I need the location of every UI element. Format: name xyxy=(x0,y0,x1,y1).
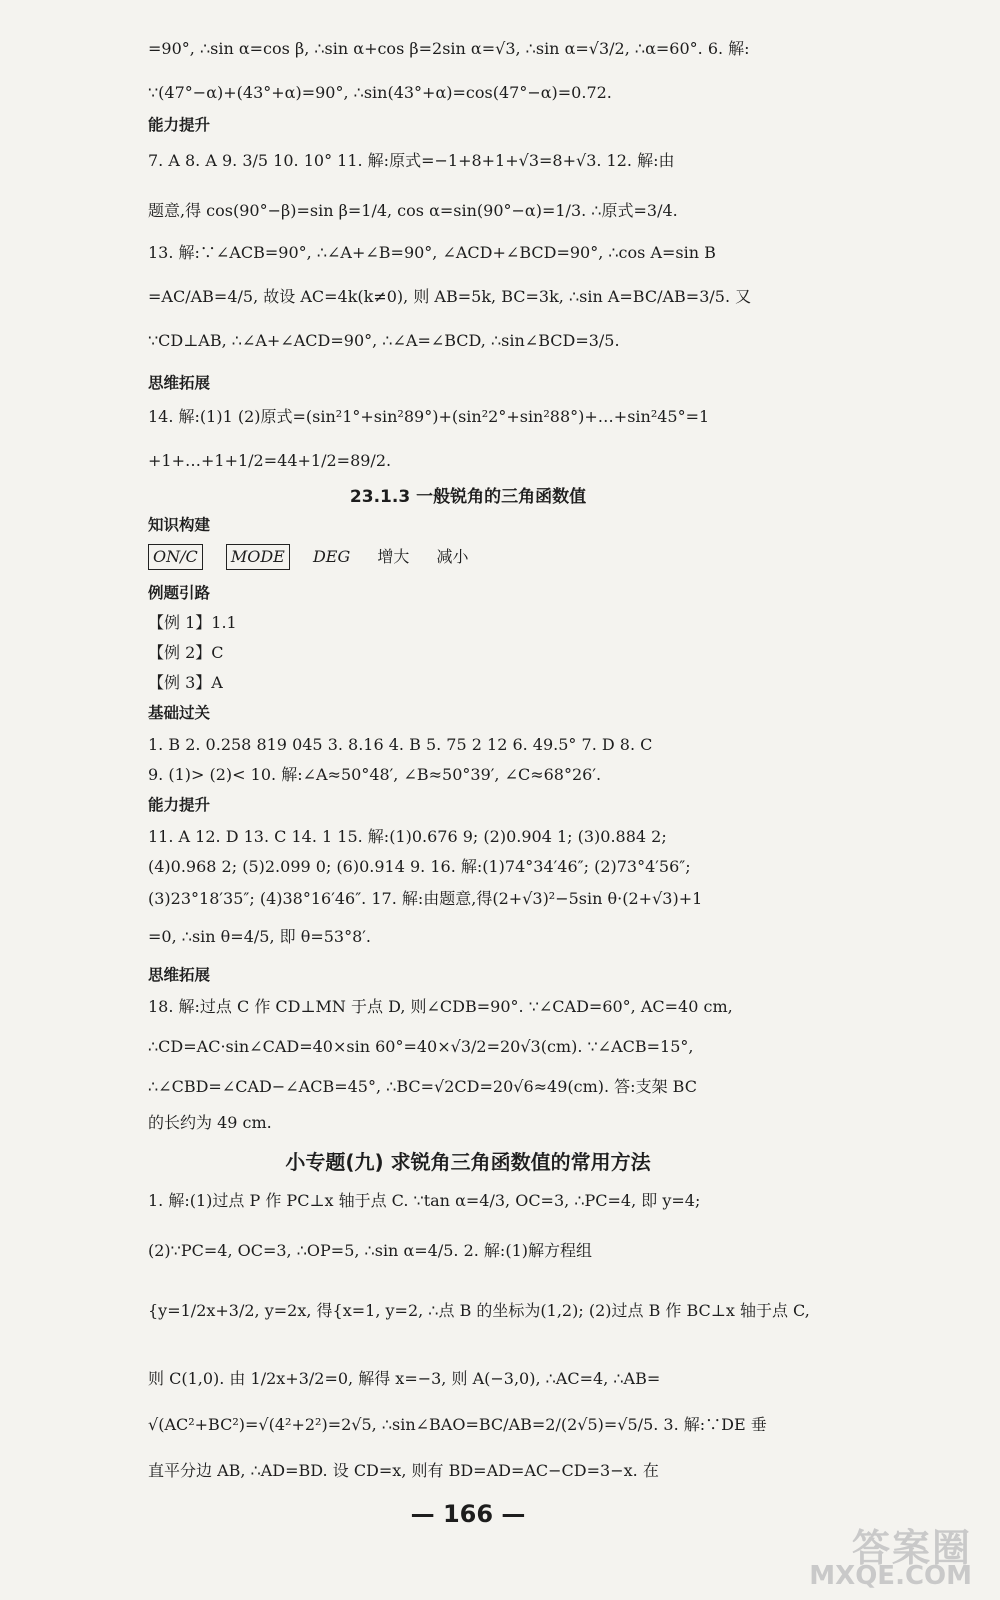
text-line: ∵CD⊥AB, ∴∠A+∠ACD=90°, ∴∠A=∠BCD, ∴sin∠BCD=3/5. xyxy=(148,331,620,350)
section-heading: 例题引路 xyxy=(148,584,211,602)
text-line: (2)∵PC=4, OC=3, ∴OP=5, ∴sin α=4/5. 2. 解:(1)解方程组 xyxy=(148,1241,592,1260)
text-line: +1+…+1+1/2=44+1/2=89/2. xyxy=(148,451,392,470)
section-heading: 思维拓展 xyxy=(148,966,211,984)
mode-key: MODE xyxy=(226,544,290,570)
text-line: 的长约为 49 cm. xyxy=(148,1113,272,1132)
text-line: 题意,得 cos(90°−β)=sin β=1/4, cos α=sin(90°−α)=1/3. ∴原式=3/4. xyxy=(148,201,678,220)
section-heading: 思维拓展 xyxy=(148,374,211,392)
text-line: 1. 解:(1)过点 P 作 PC⊥x 轴于点 C. ∵tan α=4/3, OC=3, ∴PC=4, 即 y=4; xyxy=(148,1191,701,1210)
increase-text: 增大 xyxy=(377,547,410,566)
deg-text: DEG xyxy=(312,547,351,566)
text-line: 11. A 12. D 13. C 14. 1 15. 解:(1)0.676 9; (2)0.904 1; (3)0.884 2; xyxy=(148,827,667,846)
text-line: 7. A 8. A 9. 3/5 10. 10° 11. 解:原式=−1+8+1+√3=8+√3. 12. 解:由 xyxy=(148,151,675,170)
text-line: (3)23°18′35″; (4)38°16′46″. 17. 解:由题意,得(2+√3)²−5sin θ·(2+√3)+1 xyxy=(148,889,703,908)
section-heading: 知识构建 xyxy=(148,516,211,534)
text-line: ∴∠CBD=∠CAD−∠ACB=45°, ∴BC=√2CD=20√6≈49(cm). 答:支架 BC xyxy=(148,1077,697,1096)
text-line: 9. (1)> (2)< 10. 解:∠A≈50°48′, ∠B≈50°39′, ∠C≈68°26′. xyxy=(148,765,602,784)
text-line: 【例 1】1.1 xyxy=(148,613,237,632)
watermark-url: MXQE.COM xyxy=(809,1561,972,1591)
on-c-key: ON/C xyxy=(148,544,203,570)
text-line: 【例 2】C xyxy=(148,643,224,662)
watermark-logo: 答案圈 xyxy=(851,1526,972,1570)
text-line: (4)0.968 2; (5)2.099 0; (6)0.914 9. 16. 解:(1)74°34′46″; (2)73°4′56″; xyxy=(148,857,691,876)
text-line: 直平分边 AB, ∴AD=BD. 设 CD=x, 则有 BD=AD=AC−CD=3−x. 在 xyxy=(148,1461,659,1480)
text-line: 18. 解:过点 C 作 CD⊥MN 于点 D, 则∠CDB=90°. ∵∠CAD=60°, AC=40 cm, xyxy=(148,997,733,1016)
text-line: {y=1/2x+3/2, y=2x, 得{x=1, y=2, ∴点 B 的坐标为(1,2); (2)过点 B 作 BC⊥x 轴于点 C, xyxy=(148,1301,810,1320)
text-line: =0, ∴sin θ=4/5, 即 θ=53°8′. xyxy=(148,927,372,946)
section-heading: 能力提升 xyxy=(148,796,211,814)
text-line: ∴CD=AC·sin∠CAD=40×sin 60°=40×√3/2=20√3(cm). ∵∠ACB=15°, xyxy=(148,1037,694,1056)
text-line: 则 C(1,0). 由 1/2x+3/2=0, 解得 x=−3, 则 A(−3,0), ∴AC=4, ∴AB= xyxy=(148,1369,661,1388)
decrease-text: 减小 xyxy=(436,547,469,566)
text-line: =90°, ∴sin α=cos β, ∴sin α+cos β=2sin α=√3, ∴sin α=√3/2, ∴α=60°. 6. 解: xyxy=(148,39,750,58)
text-line: √(AC²+BC²)=√(4²+2²)=2√5, ∴sin∠BAO=BC/AB=2/(2√5)=√5/5. 3. 解:∵DE 垂 xyxy=(148,1415,767,1434)
calculator-keys xyxy=(148,544,490,570)
text-line: =AC/AB=4/5, 故设 AC=4k(k≠0), 则 AB=5k, BC=3k, ∴sin A=BC/AB=3/5. 又 xyxy=(148,287,752,306)
section-heading: 能力提升 xyxy=(148,116,211,134)
section-heading: 基础过关 xyxy=(148,704,211,722)
chapter-title: 23.1.3 一般锐角的三角函数值 xyxy=(349,487,587,507)
text-line: 13. 解:∵∠ACB=90°, ∴∠A+∠B=90°, ∠ACD+∠BCD=90°, ∴cos A=sin B xyxy=(148,243,716,262)
text-line: ∵(47°−α)+(43°+α)=90°, ∴sin(43°+α)=cos(47°−α)=0.72. xyxy=(148,83,612,102)
text-line: 14. 解:(1)1 (2)原式=(sin²1°+sin²89°)+(sin²2°+sin²88°)+…+sin²45°=1 xyxy=(148,407,710,426)
text-line: 1. B 2. 0.258 819 045 3. 8.16 4. B 5. 75 2 12 6. 49.5° 7. D 8. C xyxy=(148,735,653,754)
text-line: 【例 3】A xyxy=(148,673,223,692)
page-number: — 166 — xyxy=(410,1500,526,1528)
watermark xyxy=(809,1526,972,1591)
topic-title: 小专题(九) 求锐角三角函数值的常用方法 xyxy=(285,1150,651,1174)
